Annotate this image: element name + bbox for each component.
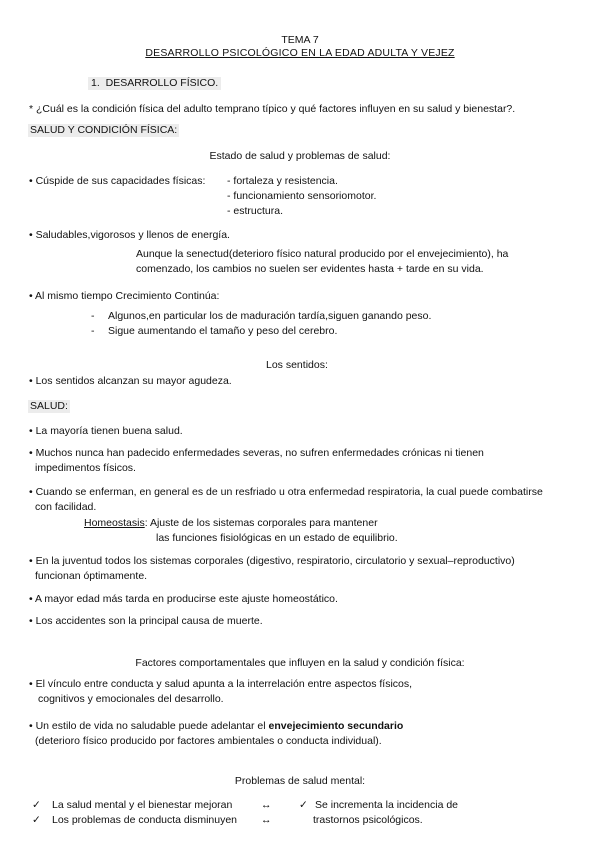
question-text: * ¿Cuál es la condición física del adulto temprano típico y qué factores influyen en su salud y bienestar?. xyxy=(29,103,516,115)
check-icon: ✓ xyxy=(32,799,41,811)
salud-heading: SALUD: xyxy=(30,400,68,412)
homeostasis-def-text: : Ajuste de los sistemas corporales para mantener xyxy=(144,517,378,529)
section-title: DESARROLLO FÍSICO. xyxy=(105,77,219,89)
juventud-text: • En la juventud todos los sistemas corporales (digestivo, respiratorio, circulatorio y sexual–reproductivo) xyxy=(29,555,515,567)
crecimiento-dash: - xyxy=(91,310,95,322)
senectud-text: Aunque la senectud(deterioro físico natural producido por el envejecimiento), ha xyxy=(136,248,509,260)
crecimiento-item: Sigue aumentando el tamaño y peso del cerebro. xyxy=(108,325,338,337)
crecimiento-item: Algunos,en particular los de maduración tardía,siguen ganando peso. xyxy=(108,310,432,322)
sentidos-heading: Los sentidos: xyxy=(266,359,328,371)
estilo-text-start: • Un estilo de vida no saludable puede adelantar el xyxy=(29,720,269,732)
cuspide-label: • Cúspide de sus capacidades físicas: xyxy=(29,175,206,187)
homeostasis-term: Homeostasis xyxy=(84,517,145,529)
estilo-text xyxy=(29,720,403,733)
section-number: 1. xyxy=(91,77,100,89)
factores-heading: Factores comportamentales que influyen en la salud y condición física: xyxy=(135,657,465,669)
enferman-text: con facilidad. xyxy=(35,501,97,513)
problemas-heading: Problemas de salud mental: xyxy=(234,775,366,787)
senectud-text: comenzado, los cambios no suelen ser evidentes hasta + tarde en su vida. xyxy=(136,263,484,275)
mayoria-text: • La mayoría tienen buena salud. xyxy=(29,425,183,437)
muchos-text: • Muchos nunca han padecido enfermedades severas, no sufren enfermedades crónicas ni tienen xyxy=(29,447,484,459)
saludables-text: • Saludables,vigorosos y llenos de energía. xyxy=(29,229,230,241)
salud-condicion-heading: SALUD Y CONDICIÓN FÍSICA: xyxy=(30,124,178,136)
vinculo-text: cognitivos y emocionales del desarrollo. xyxy=(38,693,224,705)
check-icon: ✓ xyxy=(32,814,41,826)
homeostasis-def-text: las funciones fisiológicas en un estado de equilibrio. xyxy=(156,532,398,544)
enferman-text: • Cuando se enferman, en general es de un resfriado u otra enfermedad respiratoria, la cual puede combatirse xyxy=(29,486,543,498)
estado-salud-subheading: Estado de salud y problemas de salud: xyxy=(209,150,391,162)
vinculo-text: • El vínculo entre conducta y salud apunta a la interrelación entre aspectos físicos, xyxy=(29,678,413,690)
crecimiento-dash: - xyxy=(91,325,95,337)
sentidos-text: • Los sentidos alcanzan su mayor agudeza. xyxy=(29,375,232,387)
mayor-edad-text: • A mayor edad más tarda en producirse este ajuste homeostático. xyxy=(29,593,338,605)
cuspide-item: - estructura. xyxy=(227,205,284,217)
problemas-left-item: La salud mental y el bienestar mejoran xyxy=(52,799,233,811)
accidentes-text: • Los accidentes son la principal causa de muerte. xyxy=(29,615,263,627)
crecimiento-text: • Al mismo tiempo Crecimiento Continúa: xyxy=(29,290,220,302)
homeostasis-definition xyxy=(84,517,378,530)
problemas-right-item: trastornos psicológicos. xyxy=(313,814,423,826)
double-arrow-icon: ↔ xyxy=(261,799,272,811)
cuspide-item: - funcionamiento sensoriomotor. xyxy=(227,190,377,202)
cuspide-item: - fortaleza y resistencia. xyxy=(227,175,338,187)
estilo-definition: (deterioro físico producido por factores ambientales o conducta individual). xyxy=(35,735,382,747)
check-icon: ✓ xyxy=(299,799,308,811)
juventud-text: funcionan óptimamente. xyxy=(35,570,148,582)
muchos-text: impedimentos físicos. xyxy=(35,462,136,474)
section-heading xyxy=(88,77,221,90)
page-title: DESARROLLO PSICOLÓGICO EN LA EDAD ADULTA Y VEJEZ xyxy=(145,47,455,59)
envejecimiento-secundario-term: envejecimiento secundario xyxy=(268,720,404,732)
tema-label: TEMA 7 xyxy=(281,34,319,46)
problemas-left-item: Los problemas de conducta disminuyen xyxy=(52,814,238,826)
double-arrow-icon: ↔ xyxy=(261,814,272,826)
problemas-right-item: Se incrementa la incidencia de xyxy=(315,799,459,811)
